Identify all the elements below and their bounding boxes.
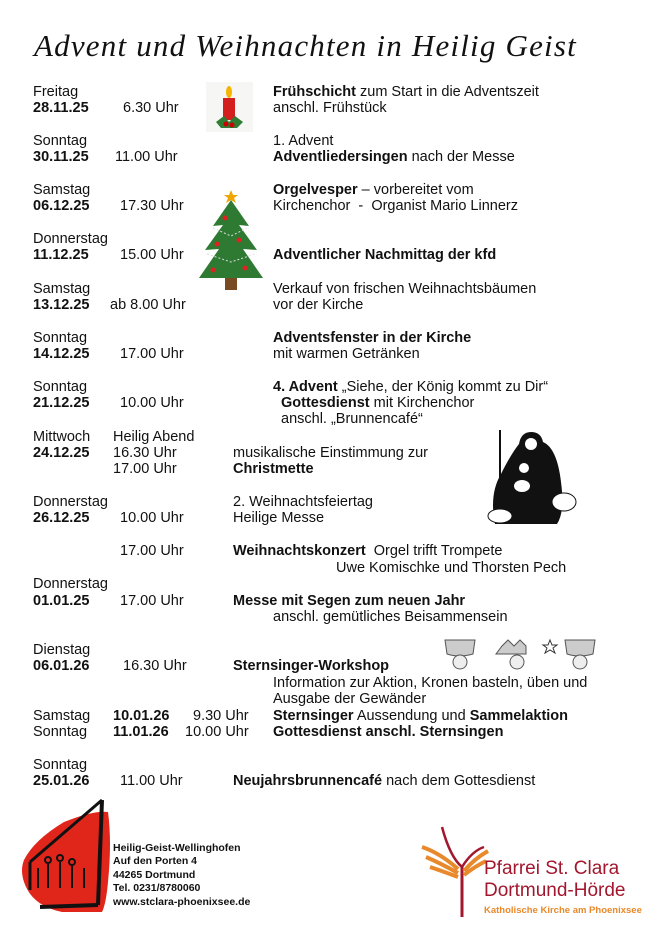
event-date: 25.01.26 xyxy=(33,773,90,789)
event-date: 06.01.26 xyxy=(33,658,90,674)
event-date: 10.01.26 xyxy=(113,708,170,724)
address-line: Auf den Porten 4 xyxy=(113,855,198,868)
event-desc: Heilige Messe xyxy=(233,510,325,526)
address-line: 44265 Dortmund xyxy=(113,868,196,881)
event-text: „Siehe, der König kommt zu Dir“ xyxy=(337,379,549,395)
candle-image xyxy=(206,82,253,132)
website-link[interactable]: www.stclara-phoenixsee.de xyxy=(113,895,251,908)
page-title: Advent und Weihnachten in Heilig Geist xyxy=(34,28,577,63)
event-time: 15.00 Uhr xyxy=(120,247,184,263)
event-day: Dienstag xyxy=(33,642,91,658)
event-date: 11.12.25 xyxy=(33,247,89,263)
event-desc: 2. Weihnachtsfeiertag xyxy=(233,494,373,510)
event-title: Christmette xyxy=(233,461,314,477)
event-time: 6.30 Uhr xyxy=(123,100,179,116)
event-day: Donnerstag xyxy=(33,576,108,592)
event-note: Heilig Abend xyxy=(113,429,195,445)
event-day: Donnerstag xyxy=(33,494,108,510)
event-text: mit Kirchenchor xyxy=(369,395,475,411)
event-desc: anschl. Frühstück xyxy=(273,100,387,116)
event-title: Gottesdienst xyxy=(281,395,370,411)
event-day: Freitag xyxy=(33,84,79,100)
event-time: ab 8.00 Uhr xyxy=(110,297,186,313)
parish-location: Dortmund-Hörde xyxy=(484,880,626,901)
event-text: Orgel trifft Trompete xyxy=(365,543,503,559)
event-desc xyxy=(273,182,474,198)
event-time: 16.30 Uhr xyxy=(123,658,187,674)
event-time: 10.00 Uhr xyxy=(185,724,249,740)
event-time: 16.30 Uhr xyxy=(113,445,177,461)
parish-name: Pfarrei St. Clara xyxy=(484,858,620,879)
event-text: Aussendung und xyxy=(353,708,470,724)
heilig-geist-logo xyxy=(18,790,113,915)
event-desc xyxy=(233,543,502,559)
event-desc: Kirchenchor - Organist Mario Linnerz xyxy=(273,198,518,214)
event-desc xyxy=(273,708,568,724)
event-time: 17.00 Uhr xyxy=(120,346,184,362)
event-day: Sonntag xyxy=(33,133,88,149)
event-day: Sonntag xyxy=(33,724,88,740)
event-title: Adventlicher Nachmittag der kfd xyxy=(273,247,497,263)
nativity-image xyxy=(486,428,582,528)
event-date: 14.12.25 xyxy=(33,346,90,362)
event-title: Adventliedersingen xyxy=(273,149,408,165)
event-time: 9.30 Uhr xyxy=(193,708,249,724)
event-desc: anschl. „Brunnencafé“ xyxy=(281,411,423,427)
event-desc: musikalische Einstimmung zur xyxy=(233,445,429,461)
event-date: 28.11.25 xyxy=(33,100,89,116)
event-title: Sternsinger-Workshop xyxy=(233,658,390,674)
event-text: zum Start in die Adventszeit xyxy=(355,84,539,100)
event-desc: mit warmen Getränken xyxy=(273,346,420,362)
event-time: 17.00 Uhr xyxy=(113,461,177,477)
event-title: Weihnachtskonzert xyxy=(233,543,366,559)
event-desc xyxy=(273,379,548,395)
address-line: Heilig-Geist-Wellinghofen xyxy=(113,842,241,854)
event-time: 11.00 Uhr xyxy=(115,149,178,165)
event-desc xyxy=(273,149,515,165)
parish-tagline: Katholische Kirche am Phoenixsee xyxy=(484,905,642,916)
event-desc: Uwe Komischke und Thorsten Pech xyxy=(336,560,567,576)
event-desc: Verkauf von frischen Weihnachtsbäumen xyxy=(273,281,537,297)
event-date: 26.12.25 xyxy=(33,510,90,526)
event-time: 17.30 Uhr xyxy=(120,198,184,214)
event-date: 30.11.25 xyxy=(33,149,89,165)
event-desc: Ausgabe der Gewänder xyxy=(273,691,427,707)
event-day: Samstag xyxy=(33,281,91,297)
event-day: Donnerstag xyxy=(33,231,108,247)
event-title: Sammelaktion xyxy=(469,708,569,724)
st-clara-logo-mark xyxy=(420,825,490,920)
event-title: Adventsfenster in der Kirche xyxy=(273,330,472,346)
event-time: 10.00 Uhr xyxy=(120,395,184,411)
event-title: Sternsinger xyxy=(273,708,354,724)
event-date: 06.12.25 xyxy=(33,198,90,214)
christmas-tree-image xyxy=(195,188,267,298)
event-title: 4. Advent xyxy=(273,379,338,395)
event-day: Sonntag xyxy=(33,757,88,773)
event-text: – vorbereitet vom xyxy=(357,182,474,198)
event-desc: Information zur Aktion, Kronen basteln, üben und xyxy=(273,675,588,691)
event-desc: 1. Advent xyxy=(273,133,334,149)
event-title: Messe mit Segen zum neuen Jahr xyxy=(233,593,466,609)
event-title: Frühschicht xyxy=(273,84,356,100)
event-date: 21.12.25 xyxy=(33,395,90,411)
event-date: 13.12.25 xyxy=(33,297,90,313)
event-time: 10.00 Uhr xyxy=(120,510,184,526)
event-text: nach dem Gottesdienst xyxy=(382,773,536,789)
event-date: 01.01.25 xyxy=(33,593,90,609)
event-text: nach der Messe xyxy=(407,149,515,165)
parish-address xyxy=(113,842,250,909)
event-date: 11.01.26 xyxy=(113,724,169,740)
event-date: 24.12.25 xyxy=(33,445,90,461)
event-day: Samstag xyxy=(33,182,91,198)
event-desc: vor der Kirche xyxy=(273,297,364,313)
event-desc: anschl. gemütliches Beisammensein xyxy=(273,609,508,625)
event-desc xyxy=(281,395,474,411)
event-day: Mittwoch xyxy=(33,429,91,445)
event-title: Gottesdienst anschl. Sternsingen xyxy=(273,724,504,740)
event-title: Orgelvesper xyxy=(273,182,358,198)
event-desc xyxy=(273,84,539,100)
event-time: 17.00 Uhr xyxy=(120,593,184,609)
phone-number: Tel. 0231/8780060 xyxy=(113,882,201,895)
event-time: 11.00 Uhr xyxy=(120,773,183,789)
event-day: Sonntag xyxy=(33,379,88,395)
event-desc xyxy=(233,773,535,789)
event-day: Samstag xyxy=(33,708,91,724)
event-title: Neujahrsbrunnencafé xyxy=(233,773,383,789)
sternsinger-image xyxy=(440,638,618,672)
event-day: Sonntag xyxy=(33,330,88,346)
event-time: 17.00 Uhr xyxy=(120,543,184,559)
